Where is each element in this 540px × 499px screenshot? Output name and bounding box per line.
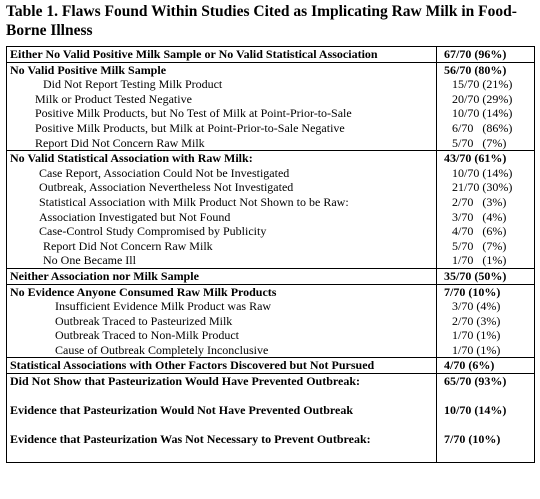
table-row: [7, 268, 535, 284]
row-label: Statistical Associations with Other Factors Discovered but Not Pursued: [7, 358, 437, 374]
sub-item-value: 21/70 (30%): [452, 180, 513, 195]
row-value: 4/70 (6%): [437, 358, 535, 374]
row-value: 43/70 (61%): [444, 151, 507, 166]
row-value: 7/70 (10%): [444, 432, 501, 447]
sub-item-value: 1/70 (1%): [452, 253, 507, 268]
row-value: 35/70 (50%): [437, 268, 535, 284]
row-value: 10/70 (14%): [444, 403, 507, 418]
sub-item-value: 10/70 (14%): [452, 106, 513, 121]
sub-item-label: Positive Milk Products, but No Test of Milk at Point-Prior-to-Sale: [35, 106, 352, 121]
row-label-cell: [7, 374, 437, 463]
sub-item-value: 1/70 (1%): [452, 342, 501, 357]
row-value-cell: [437, 284, 535, 358]
sub-item-value: 10/70 (14%): [452, 165, 513, 180]
table-row: [7, 358, 535, 374]
sub-item-label: Outbreak, Association Nevertheless Not Investigated: [39, 180, 294, 195]
row-value-cell: [437, 374, 535, 463]
sub-item-value: 1/70 (1%): [452, 328, 501, 343]
row-value: 65/70 (93%): [444, 374, 507, 389]
sub-item-label: Did Not Report Testing Milk Product: [43, 77, 223, 92]
sub-item-label: Insufficient Evidence Milk Product was Raw: [55, 299, 272, 314]
row-label-cell: [7, 284, 437, 358]
row-value-cell: [437, 151, 535, 269]
row-label: Either No Valid Positive Milk Sample or No Valid Statistical Association: [7, 47, 437, 63]
sub-item-label: Association Investigated but Not Found: [39, 209, 231, 224]
row-label: No Evidence Anyone Consumed Raw Milk Products: [10, 284, 277, 299]
table-title: Table 1. Flaws Found Within Studies Cited as Implicating Raw Milk in Food-Borne Illness: [6, 3, 517, 39]
sub-item-label: Positive Milk Products, but Milk at Point-Prior-to-Sale Negative: [35, 120, 345, 135]
sub-item-label: No One Became Ill: [43, 253, 136, 268]
sub-item-label: Cause of Outbreak Completely Inconclusive: [55, 342, 269, 357]
sub-item-label: Case Report, Association Could Not be Investigated: [39, 165, 290, 180]
row-value: 67/70 (96%): [437, 47, 535, 63]
row-label: Did Not Show that Pasteurization Would Have Prevented Outbreak:: [10, 374, 361, 389]
sub-item-label: Outbreak Traced to Non-Milk Product: [55, 328, 239, 343]
row-label-cell: [7, 62, 437, 151]
sub-item-value: 20/70 (29%): [452, 91, 513, 106]
row-value-cell: [437, 62, 535, 151]
flaws-table: [6, 46, 535, 463]
sub-item-label: Milk or Product Tested Negative: [35, 91, 192, 106]
row-label: No Valid Statistical Association with Raw Milk:: [10, 151, 253, 166]
row-label: No Valid Positive Milk Sample: [10, 62, 167, 77]
sub-item-value: 2/70 (3%): [452, 313, 501, 328]
row-label: Evidence that Pasteurization Would Not Have Prevented Outbreak: [10, 403, 353, 418]
row-label: Evidence that Pasteurization Was Not Necessary to Prevent Outbreak:: [10, 432, 371, 447]
sub-item-value: 15/70 (21%): [452, 77, 513, 92]
table-row: [7, 374, 535, 463]
row-value: 56/70 (80%): [444, 62, 507, 77]
sub-item-value: 3/70 (4%): [452, 299, 501, 314]
row-value: 7/70 (10%): [444, 284, 501, 299]
sub-item-value: 5/70 (7%): [452, 238, 507, 253]
sub-item-label: Case-Control Study Compromised by Publicity: [39, 224, 267, 239]
sub-item-value: 6/70 (86%): [452, 120, 513, 135]
sub-item-label: Statistical Association with Milk Product Not Shown to be Raw:: [39, 194, 349, 209]
table-row: [7, 47, 535, 63]
table-row: [7, 151, 535, 269]
table-row: [7, 284, 535, 358]
sub-item-value: 5/70 (7%): [452, 135, 507, 150]
row-label: Neither Association nor Milk Sample: [7, 268, 437, 284]
sub-item-value: 4/70 (6%): [452, 224, 507, 239]
table-row: [7, 62, 535, 151]
sub-item-label: Report Did Not Concern Raw Milk: [35, 135, 205, 150]
sub-item-label: Report Did Not Concern Raw Milk: [43, 238, 213, 253]
sub-item-value: 2/70 (3%): [452, 194, 507, 209]
row-label-cell: [7, 151, 437, 269]
sub-item-value: 3/70 (4%): [452, 209, 507, 224]
sub-item-label: Outbreak Traced to Pasteurized Milk: [55, 313, 233, 328]
